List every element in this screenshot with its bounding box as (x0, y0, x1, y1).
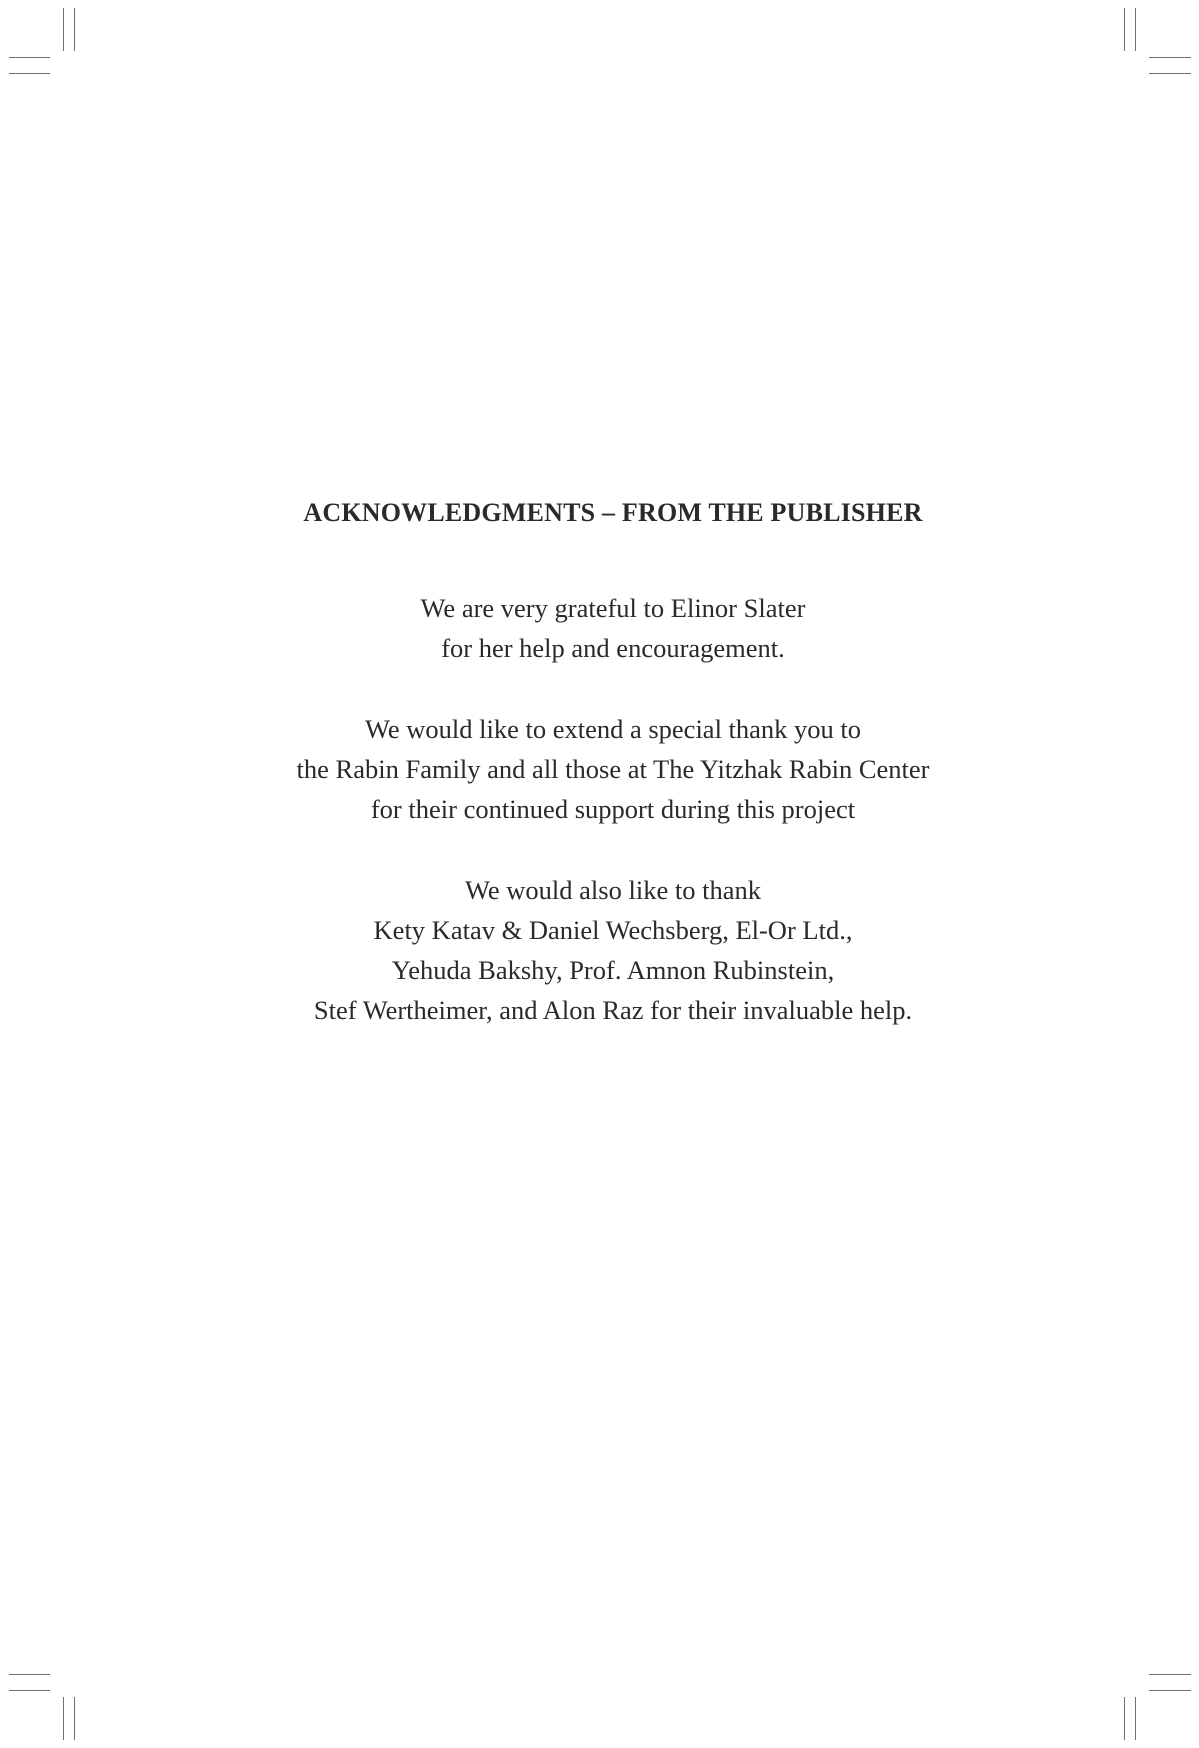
crop-mark-top-right-vertical-1 (1124, 8, 1125, 51)
crop-mark-top-right-horizontal-2 (1149, 73, 1191, 74)
paragraph-line: Stef Wertheimer, and Alon Raz for their invaluable help. (313, 995, 913, 1025)
crop-mark-top-left-horizontal-1 (9, 57, 50, 58)
crop-mark-top-right-horizontal-1 (1149, 57, 1191, 58)
crop-mark-bottom-left-vertical-1 (63, 1697, 64, 1740)
crop-mark-top-left-vertical-1 (63, 8, 64, 51)
crop-mark-bottom-left-horizontal-2 (9, 1690, 50, 1691)
paragraph-line: for her help and encouragement. (441, 633, 785, 663)
paragraph-line: We would also like to thank (465, 875, 761, 905)
crop-mark-bottom-right-vertical-2 (1135, 1697, 1136, 1740)
acknowledgment-paragraph-1 (0, 588, 1199, 668)
paragraph-line: the Rabin Family and all those at The Yitzhak Rabin Center (296, 754, 930, 784)
paragraph-line: Kety Katav & Daniel Wechsberg, El-Or Ltd., (373, 915, 853, 945)
paragraph-line: We are very grateful to Elinor Slater (420, 593, 806, 623)
crop-mark-bottom-right-vertical-1 (1124, 1697, 1125, 1740)
crop-mark-top-left-horizontal-2 (9, 73, 50, 74)
crop-mark-bottom-left-horizontal-1 (9, 1674, 50, 1675)
paragraph-line: for their continued support during this project (370, 794, 856, 824)
acknowledgment-paragraph-2 (0, 709, 1199, 829)
paragraph-line: Yehuda Bakshy, Prof. Amnon Rubinstein, (391, 955, 835, 985)
crop-mark-top-right-vertical-2 (1135, 8, 1136, 51)
acknowledgment-paragraph-3 (0, 870, 1199, 1030)
crop-mark-bottom-right-horizontal-2 (1149, 1690, 1191, 1691)
crop-mark-bottom-right-horizontal-1 (1149, 1674, 1191, 1675)
crop-mark-top-left-vertical-2 (74, 8, 75, 51)
paragraph-line: We would like to extend a special thank you to (364, 714, 862, 744)
crop-mark-bottom-left-vertical-2 (74, 1697, 75, 1740)
page-heading: ACKNOWLEDGMENTS – FROM THE PUBLISHER (303, 498, 923, 527)
